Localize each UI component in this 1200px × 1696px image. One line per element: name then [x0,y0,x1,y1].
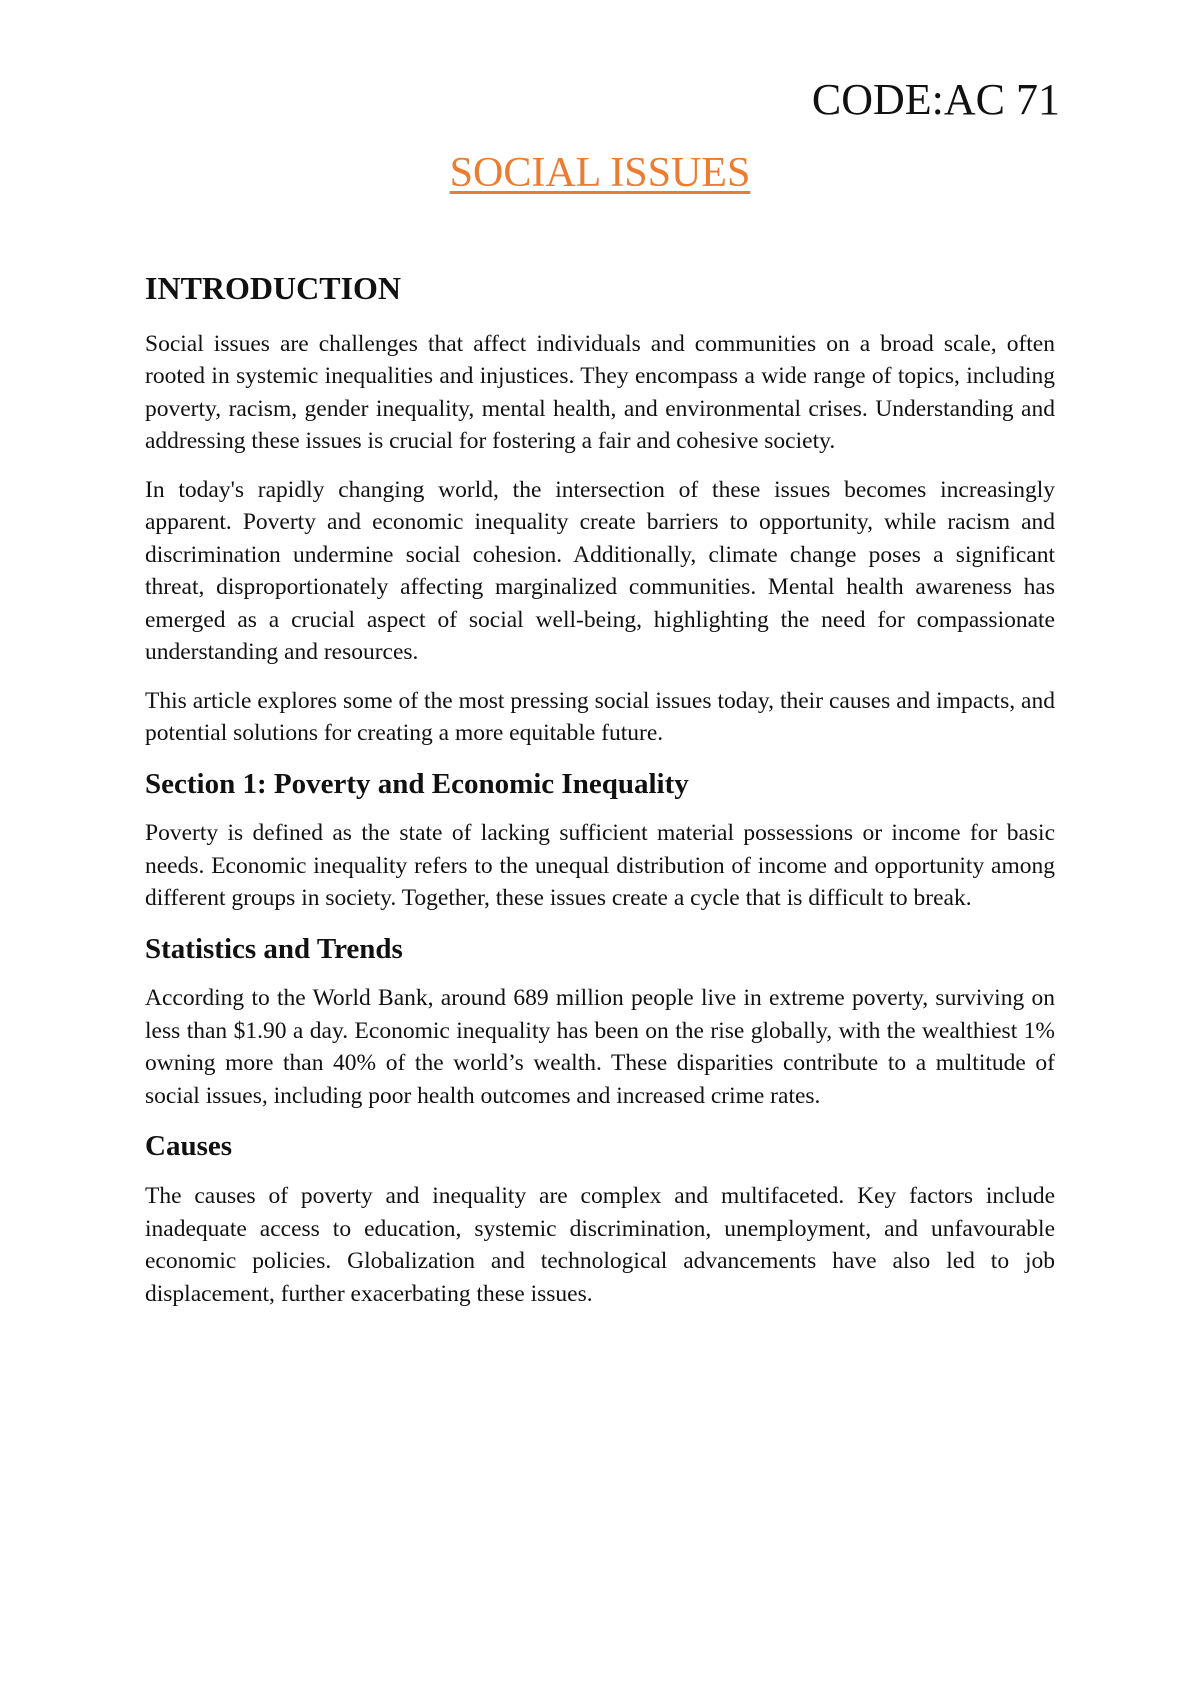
introduction-paragraph-3: This article explores some of the most pressing social issues today, their causes and impacts, and potential solutions for creating a more equitable future. [145,687,1055,747]
section-1-paragraph: Poverty is defined as the state of lacking sufficient material possessions or income for basic needs. Economic inequality refers to the unequal distribution of income and opportunity among different groups in society. Together, these issues create a cycle that is difficult to break. [145,820,1055,912]
introduction-heading: INTRODUCTION [145,270,402,306]
document-body [145,268,1055,1326]
statistics-heading: Statistics and Trends [145,932,403,965]
causes-heading: Causes [145,1130,233,1163]
introduction-paragraph-2: In today's rapidly changing world, the intersection of these issues becomes increasingly apparent. Poverty and economic inequality create barriers to opportunity, while racism and discrimination undermine social cohesion. Additionally, climate change poses a significant threat, disproportionately affecting marginalized communities. Mental health awareness has emerged as a crucial aspect of social well-being, highlighting the need for compassionate understanding and resources. [145,476,1055,666]
introduction-paragraph-1: Social issues are challenges that affect individuals and communities on a broad scale, often rooted in systemic inequalities and injustices. They encompass a wide range of topics, including poverty, racism, gender inequality, mental health, and environmental crises. Understanding and addressing these issues is crucial for fostering a fair and cohesive society. [145,330,1055,455]
statistics-paragraph: According to the World Bank, around 689 million people live in extreme poverty, surviving on less than $1.90 a day. Economic inequality has been on the rise globally, with the wealthiest 1% owning more than 40% of the world’s wealth. These disparities contribute to a multitude of social issues, including poor health outcomes and increased crime rates. [145,985,1055,1109]
causes-paragraph: The causes of poverty and inequality are complex and multifaceted. Key factors include inadequate access to education, systemic discrimination, unemployment, and unfavourable economic policies. Globalization and technological advancements have also led to job displacement, further exacerbating these issues. [145,1183,1055,1307]
document-code: CODE:AC 71 [811,75,1060,124]
section-1-heading: Section 1: Poverty and Economic Inequality [145,767,689,800]
document-title: SOCIAL ISSUES [449,150,751,196]
